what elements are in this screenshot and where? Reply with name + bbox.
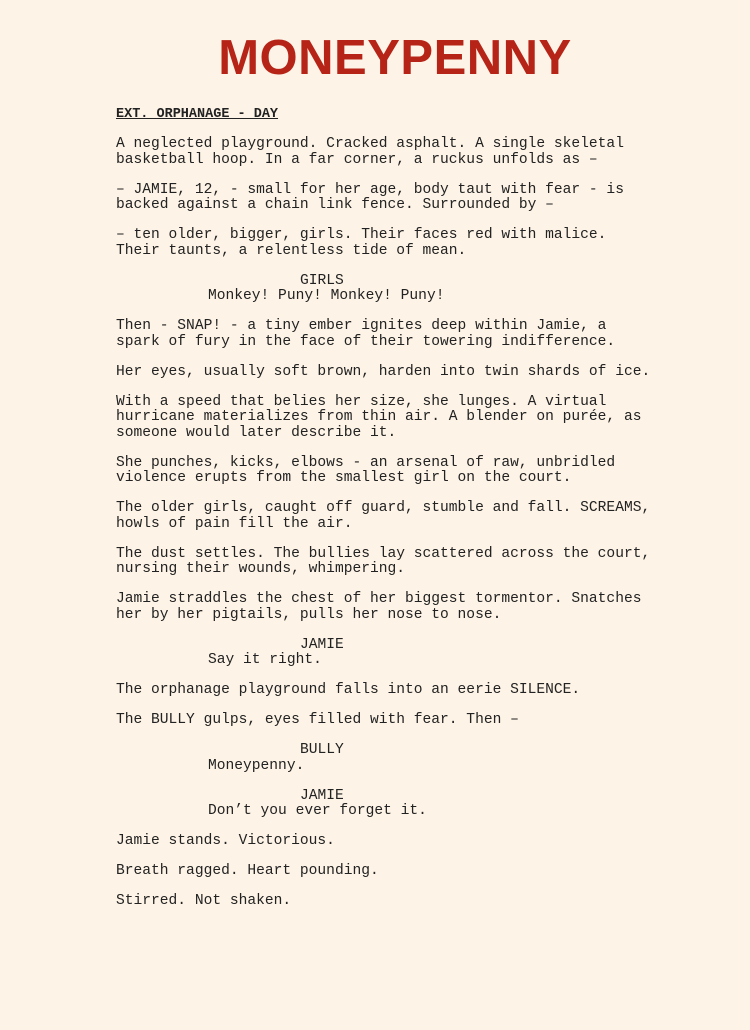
- action-line: Jamie stands. Victorious.: [116, 833, 335, 849]
- action-line: – ten older, bigger, girls. Their faces red with malice. Their taunts, a relentless tide of mean.: [116, 227, 607, 259]
- action-line: Jamie straddles the chest of her biggest tormentor. Snatches her by her pigtails, pulls her nose to nose.: [116, 591, 642, 623]
- action-line: The dust settles. The bullies lay scattered across the court, nursing their wounds, whimpering.: [116, 545, 651, 577]
- dialogue-line: Monkey! Puny! Monkey! Puny!: [208, 288, 445, 304]
- action-line: With a speed that belies her size, she lunges. A virtual hurricane materializes from thin air. A blender on purée, as someone would later describe it.: [116, 393, 642, 441]
- dialogue-line: Say it right.: [208, 652, 322, 668]
- action-line: Her eyes, usually soft brown, harden into twin shards of ice.: [116, 363, 651, 380]
- character-cue: JAMIE: [300, 787, 344, 804]
- dialogue-line: Don’t you ever forget it.: [208, 803, 427, 819]
- action-line: The orphanage playground falls into an eerie SILENCE.: [116, 682, 581, 698]
- script-title: MONEYPENNY: [218, 31, 572, 85]
- character-cue: BULLY: [300, 742, 344, 758]
- action-line: A neglected playground. Cracked asphalt. A single skeletal basketball hoop. In a far corner, a ruckus unfolds as –: [116, 136, 624, 168]
- action-line: Breath ragged. Heart pounding.: [116, 863, 379, 879]
- action-line: Then - SNAP! - a tiny ember ignites deep within Jamie, a spark of fury in the face of their towering indifference.: [116, 318, 616, 350]
- character-cue: JAMIE: [300, 636, 344, 653]
- action-line: – JAMIE, 12, - small for her age, body taut with fear - is backed against a chain link fence. Surrounded by –: [116, 181, 624, 213]
- script-body: [116, 107, 716, 924]
- action-line: She punches, kicks, elbows - an arsenal of raw, unbridled violence erupts from the smallest girl on the court.: [116, 454, 616, 486]
- dialogue-line: Moneypenny.: [208, 757, 305, 774]
- action-line: Stirred. Not shaken.: [116, 893, 292, 909]
- character-cue: GIRLS: [300, 272, 344, 289]
- action-line: The older girls, caught off guard, stumble and fall. SCREAMS, howls of pain fill the air.: [116, 500, 651, 532]
- scene-heading: EXT. ORPHANAGE - DAY: [116, 107, 279, 122]
- action-line: The BULLY gulps, eyes filled with fear. Then –: [116, 712, 519, 728]
